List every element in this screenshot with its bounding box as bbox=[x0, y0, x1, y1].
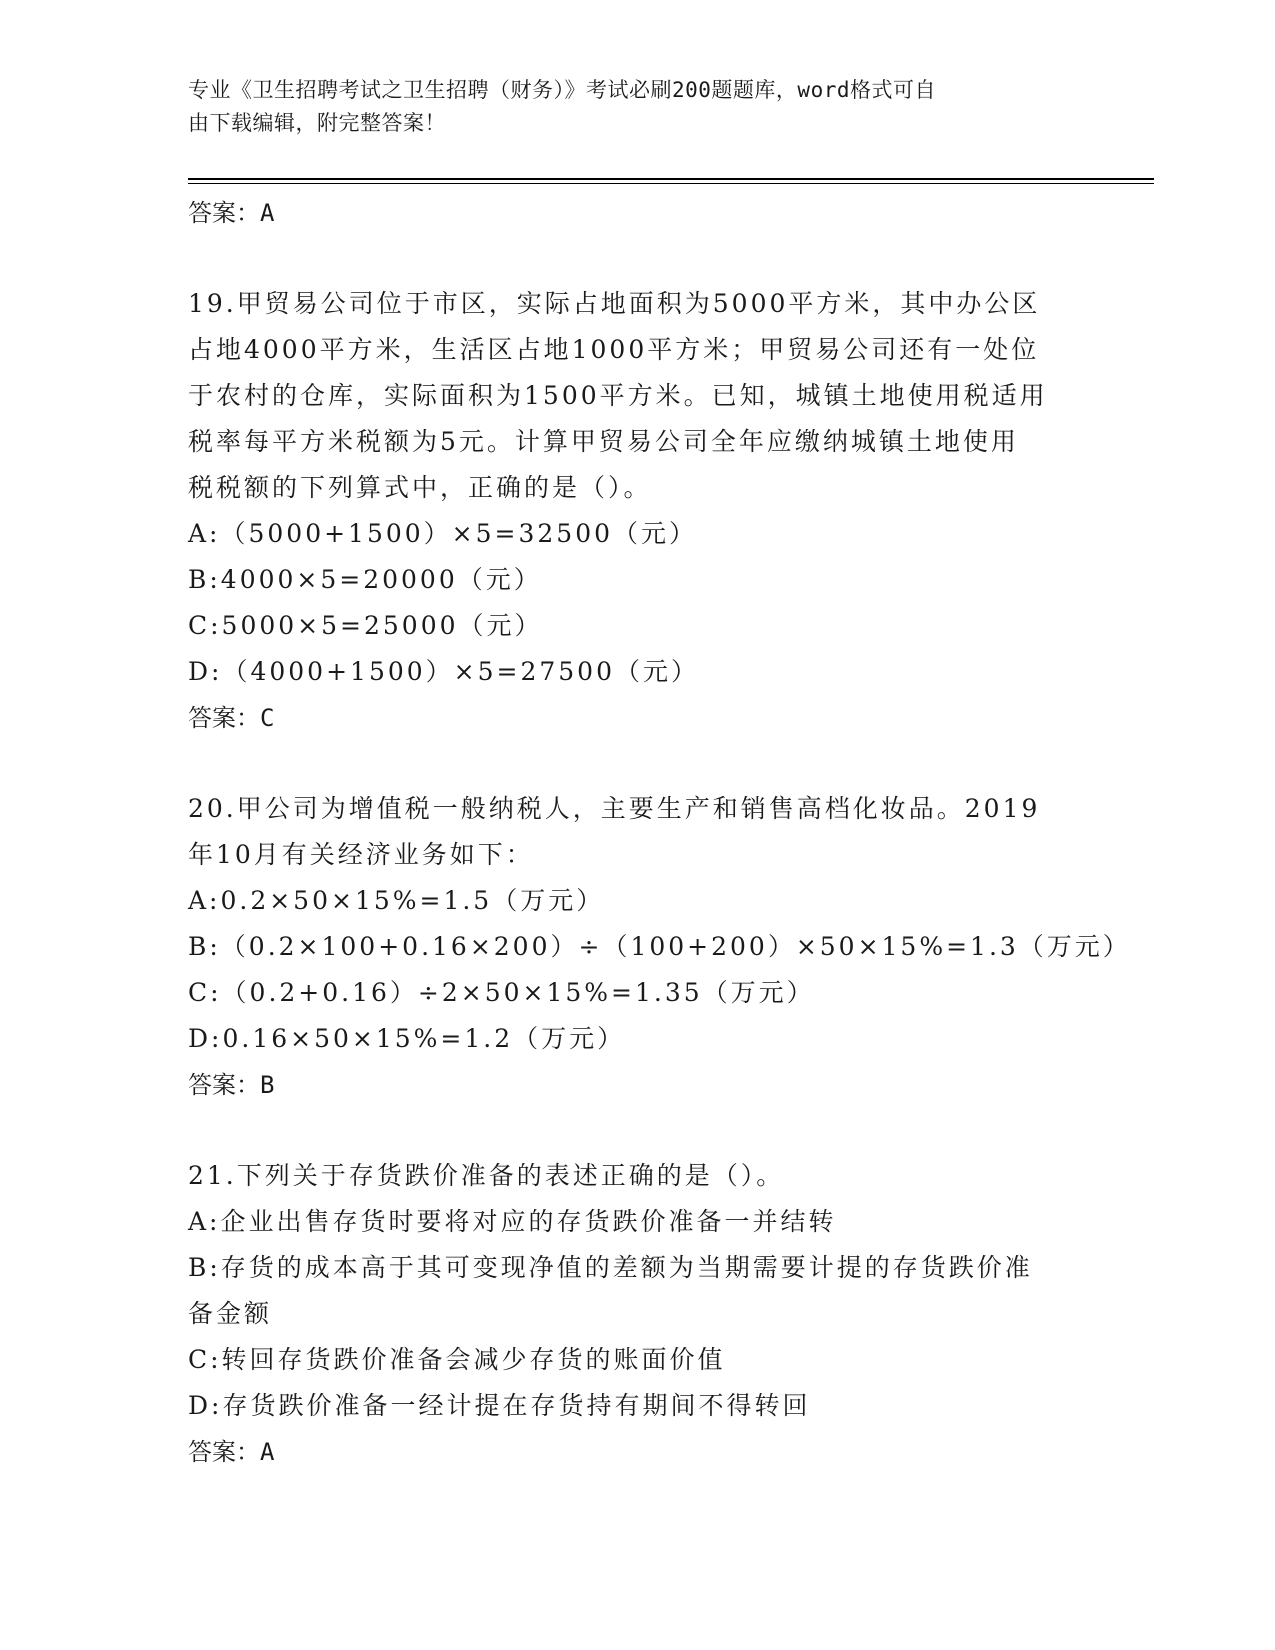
header-rule-thin bbox=[188, 183, 1154, 184]
question-stem-line: 19.甲贸易公司位于市区，实际占地面积为5000平方米，其中办公区 bbox=[188, 289, 1041, 318]
question-stem-line: 20.甲公司为增值税一般纳税人，主要生产和销售高档化妆品。2019 bbox=[188, 794, 1041, 823]
option-a: A:企业出售存货时要将对应的存货跌价准备一并结转 bbox=[188, 1207, 837, 1236]
answer-19: 答案：C bbox=[188, 704, 275, 732]
option-a: A:（5000+1500）×5=32500（元） bbox=[188, 519, 697, 548]
question-stem-line: 21.下列关于存货跌价准备的表述正确的是（）。 bbox=[188, 1161, 785, 1190]
question-19 bbox=[188, 281, 1088, 741]
spacer bbox=[188, 236, 1088, 281]
question-stem-line: 年10月有关经济业务如下： bbox=[188, 840, 534, 869]
question-stem-line: 税率每平方米税额为5元。计算甲贸易公司全年应缴纳城镇土地使用 bbox=[188, 427, 1019, 456]
page-header bbox=[188, 74, 1088, 140]
answer-previous: 答案：A bbox=[188, 199, 275, 227]
option-d: D:0.16×50×15%=1.2（万元） bbox=[188, 1024, 626, 1053]
option-b: B:4000×5=20000（元） bbox=[188, 565, 542, 594]
option-d: D:（4000+1500）×5=27500（元） bbox=[188, 657, 699, 686]
option-b: B:（0.2×100+0.16×200）÷（100+200）×50×15%=1.3（万元） bbox=[188, 932, 1131, 961]
question-20 bbox=[188, 786, 1131, 1108]
header-rule-thick bbox=[188, 178, 1154, 180]
option-c: C:转回存货跌价准备会减少存货的账面价值 bbox=[188, 1345, 726, 1374]
option-c: C:5000×5=25000（元） bbox=[188, 611, 543, 640]
document-body bbox=[188, 190, 1131, 1475]
question-stem-line: 于农村的仓库，实际面积为1500平方米。已知，城镇土地使用税适用 bbox=[188, 381, 1048, 410]
option-c: C:（0.2+0.16）÷2×50×15%=1.35（万元） bbox=[188, 978, 815, 1007]
option-a: A:0.2×50×15%=1.5（万元） bbox=[188, 886, 605, 915]
question-stem-line: 税税额的下列算式中，正确的是（）。 bbox=[188, 473, 652, 502]
option-d: D:存货跌价准备一经计提在存货持有期间不得转回 bbox=[188, 1391, 811, 1420]
answer-20: 答案：B bbox=[188, 1071, 275, 1099]
answer-21: 答案：A bbox=[188, 1438, 275, 1466]
header-line-2: 由下载编辑，附完整答案！ bbox=[188, 111, 446, 135]
spacer bbox=[188, 741, 1088, 786]
option-b: B:存货的成本高于其可变现净值的差额为当期需要计提的存货跌价准 bbox=[188, 1253, 1033, 1282]
option-b-continued: 备金额 bbox=[188, 1299, 273, 1328]
header-line-1: 专业《卫生招聘考试之卫生招聘（财务）》考试必刷200题题库，word格式可自 bbox=[188, 78, 936, 102]
spacer bbox=[188, 1108, 1088, 1153]
question-21 bbox=[188, 1153, 1088, 1475]
question-stem-line: 占地4000平方米，生活区占地1000平方米；甲贸易公司还有一处位 bbox=[188, 335, 1040, 364]
